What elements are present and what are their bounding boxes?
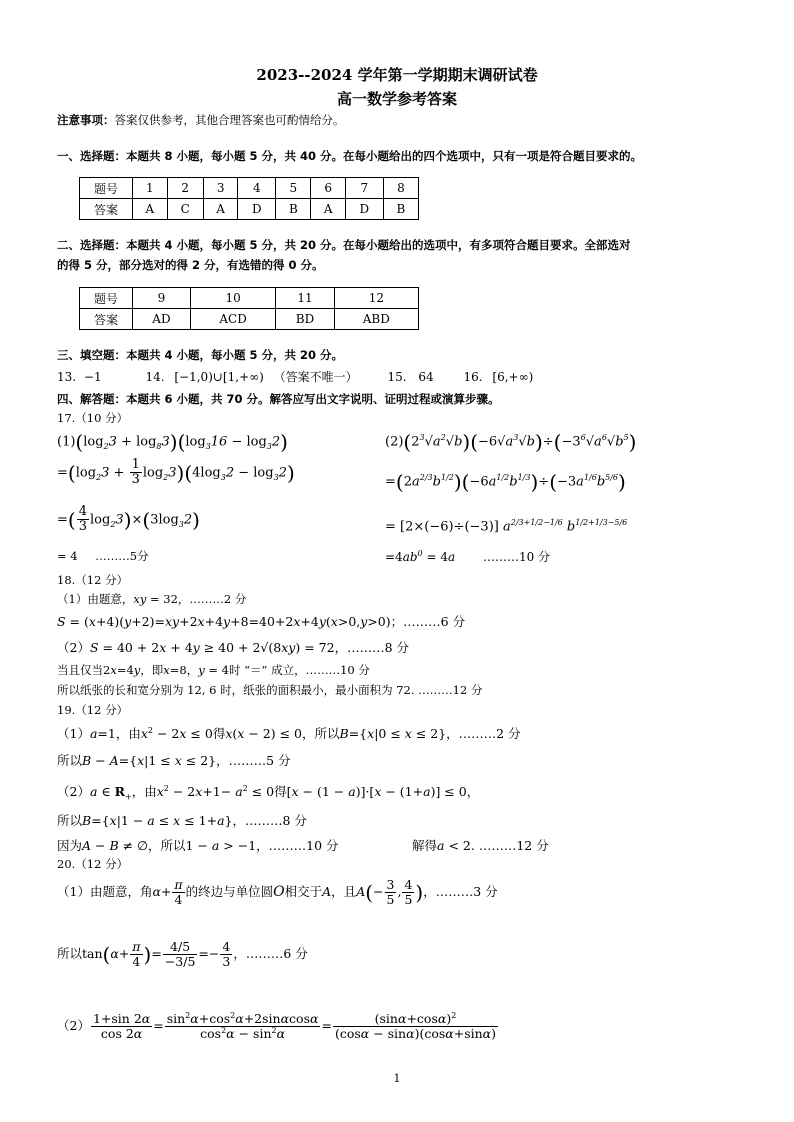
q20-p1-c: 相交于 — [284, 883, 323, 899]
table-cell: A — [311, 199, 346, 220]
table-cell: 1 — [133, 178, 168, 199]
table-cell: ABD — [334, 309, 418, 330]
q19-header: 19.（12 分） — [57, 703, 129, 717]
table-cell: 答案 — [80, 309, 133, 330]
table-cell: A — [203, 199, 238, 220]
page-subtitle: 高一数学参考答案 — [336, 90, 457, 108]
q14-note: （答案不唯一） — [273, 370, 358, 384]
q19-p2-line2a: 所以 — [57, 813, 83, 828]
q20-part2-line1: （2） $\frac{1+\sin 2\alpha}{\cos 2\alpha}$ = $\frac{\sin^2\alpha+\cos^2\alpha+2\sin\alpha\cos\alpha}{\cos^2\alpha - \sin^2\alpha}$ = $\frac{(\sin\alpha+\cos\alpha)^2}{(\cos\alpha - \sin\alpha)(\cos\alpha+\sin\alpha)}$ — [57, 1011, 496, 1042]
q19-p2-line3b: ，所以 — [147, 838, 186, 853]
q17-part1-result — [57, 548, 149, 564]
table-cell: 8 — [383, 178, 418, 199]
q18-p2-prefix: （2） — [57, 640, 90, 655]
q19-p2-line3-score: ，………10 分 — [256, 838, 339, 853]
table-cell: 5 — [276, 178, 311, 199]
notice-text: 答案仅供参考，其他合理答案也可酌情给分。 — [114, 113, 345, 127]
q19-p2-line3-score2: ………12 分 — [478, 838, 549, 853]
q20-p1-score: ，………3 分 — [423, 883, 498, 899]
q19-part2-line1: （2）a ∈ $R_+$，由$x^2 - 2x+1- a^2 \le 0$得[x − (1 − a)]·[x − (1+a)] ≤ 0， — [57, 783, 480, 802]
q20-p1-line2-score: ，………6 分 — [233, 945, 308, 961]
q17-header: 17.（10 分） — [57, 411, 129, 425]
table-cell: 题号 — [80, 288, 133, 309]
q19-part2-solution: 解得a < 2. ………12 分 — [412, 838, 549, 853]
table-cell: 10 — [190, 288, 275, 309]
q17-part1-line2: $=(\log_23$ + $\frac{1}{3}$ $\log_23)(4\log_32 - \log_32)$ — [57, 457, 295, 488]
table-cell: 3 — [203, 178, 238, 199]
q17-part1-line3: =( $\frac{4}{3}$ $\log_23)\times(3\log_32)$ — [57, 504, 200, 535]
section3-heading: 三、填空题：本题共 4 小题，每小题 5 分，共 20 分。 — [57, 348, 344, 362]
q16-label: 16. — [463, 370, 483, 384]
q20-p1-a: （1）由题意，角 — [57, 883, 153, 899]
q20-p1-b: 的终边与单位圆 — [185, 883, 274, 899]
table-cell: 2 — [167, 178, 203, 199]
table-cell: 答案 — [80, 199, 133, 220]
q19-p1-d: ，所以 — [301, 726, 340, 741]
page-number: 1 — [393, 1072, 401, 1085]
table-cell: 题号 — [80, 178, 133, 199]
q14-label: 14. — [145, 370, 165, 384]
q17-part2-line3: = [2×(−6)÷(−3)] $a^{2/3+1/2-1/6}$ $b^{1/2+1/3-5/6}$ — [385, 518, 628, 535]
q17-part1-line1: $(1)(\log_23 + \log_83)(\log_316 - \log_32)$ — [57, 430, 288, 454]
q19-p2-a: （2） — [57, 784, 90, 799]
table-cell: 4 — [238, 178, 276, 199]
table-cell: 12 — [334, 288, 418, 309]
q17-part2-line1: $(2)(2^3√a^2√b)(-6√a^3√b)\div(-3^6√a^6√b^5)$ — [385, 430, 637, 454]
table-cell: BD — [276, 309, 334, 330]
notice — [57, 112, 345, 128]
q18-p1-score: ，………2 分 — [177, 592, 247, 606]
q19-p1-b: ，由 — [115, 726, 141, 741]
q15-label: 15. — [387, 370, 407, 384]
q19-p2-line3a: 因为 — [57, 838, 83, 853]
q19-p2-c: 得 — [274, 784, 287, 799]
q18-eq-c: 时 “＝” 成立，………10 分 — [229, 663, 370, 677]
q20-part1-line1: （1）由题意，角α+ $\frac{\pi}{4}$ 的终边与单位圆O相交于A，且A(− $\frac{3}{5}$ , $\frac{4}{5}$ )，………3 分 — [57, 877, 498, 907]
q18-part1-line2: S = (x+4)(y+2)=xy+2x+4y+8=40+2x+4y(x>0,y>0)；………6 分 — [57, 614, 466, 629]
q18-p1-prefix: （1）由题意， — [57, 592, 134, 606]
q15-value: 64 — [418, 370, 434, 384]
q18-part2-line1: （2）S = 40 + 2x + 4y ≥ 40 + 2√(8xy) = 72，………8 分 — [57, 640, 409, 655]
table-row — [80, 288, 419, 309]
q19-part1-line2: 所以B − A={x|1 ≤ x ≤ 2}，………5 分 — [57, 753, 291, 768]
fill-in-answers — [57, 368, 533, 385]
table-row — [80, 199, 419, 220]
q18-equality-line: 当且仅当2x=4y，即x=8，y = 4时 “＝” 成立，………10 分 — [57, 663, 370, 677]
table-cell: C — [167, 199, 203, 220]
table-cell: AD — [133, 309, 191, 330]
q17-score-5: ………5分 — [95, 549, 149, 563]
q17-part2-result: $=4ab^0 = 4a$ ………10 分 — [385, 549, 551, 564]
table-cell: 9 — [133, 288, 191, 309]
q19-part2-line3: 因为A − B ≠ ∅，所以1 − a > −1，………10 分 — [57, 838, 339, 853]
q20-p1-d: ，且 — [331, 883, 357, 899]
section1-heading: 一、选择题：本题共 8 小题，每小题 5 分，共 40 分。在每小题给出的四个选项中，只有一项是符合题目要求的。 — [57, 149, 643, 163]
section4-heading: 四、解答题：本题共 6 小题，共 70 分。解答应写出文字说明、证明过程或演算步骤。 — [57, 392, 500, 406]
table-cell: B — [383, 199, 418, 220]
q18-p2-score: ，………8 分 — [334, 640, 409, 655]
section2-answer-table — [79, 287, 419, 330]
q19-p2-line3c: 解得 — [412, 838, 438, 853]
q17-part2-line2: $=(2a^{2/3}b^{1/2})(-6a^{1/2}b^{1/3})\div(-3a^{1/6}b^{5/6})$ — [385, 470, 626, 494]
q18-part1-line1: （1）由题意，xy = 32，………2 分 — [57, 592, 247, 606]
q19-p1-a: （1） — [57, 726, 90, 741]
table-cell: ACD — [190, 309, 275, 330]
q16-value: [6,+∞) — [492, 370, 534, 384]
q19-p1-score: ，………2 分 — [446, 726, 521, 741]
table-row — [80, 309, 419, 330]
q13-label: 13. — [57, 370, 77, 384]
q14-value: [−1,0)∪[1,+∞) — [174, 370, 264, 384]
table-cell: 11 — [276, 288, 334, 309]
table-row — [80, 178, 419, 199]
q19-part2-line2: 所以B={x|1 − a ≤ x ≤ 1+a}，………8 分 — [57, 813, 307, 828]
q18-eq-b: ，即 — [140, 663, 164, 677]
q17-result-value: = 4 — [57, 549, 78, 563]
q19-p2-b: ，由 — [131, 784, 157, 799]
table-cell: 6 — [311, 178, 346, 199]
q20-p1-line2a: 所以 — [57, 945, 83, 961]
q19-p2-line2-score: ，………8 分 — [232, 813, 307, 828]
q20-p2-a: （2） — [57, 1017, 90, 1033]
section2-heading-line1: 二、选择题：本题共 4 小题，每小题 5 分，共 20 分。在每小题给出的选项中，有多项符合题目要求。全部选对 — [57, 238, 631, 252]
notice-label: 注意事项： — [57, 113, 115, 127]
table-cell: 7 — [345, 178, 383, 199]
page-title: 2023--2024 学年第一学期期末调研试卷 — [256, 66, 538, 84]
q18-conclusion: 所以纸张的长和宽分别为 12, 6 时，纸张的面积最小，最小面积为 72. ………12 分 — [57, 683, 483, 697]
table-cell: D — [238, 199, 276, 220]
section1-answer-table — [79, 177, 419, 220]
section2-heading-line2: 的得 5 分，部分选对的得 2 分，有选错的得 0 分。 — [57, 258, 324, 272]
q18-p1-score2: ；………6 分 — [390, 614, 466, 629]
table-cell: D — [345, 199, 383, 220]
q19-p1-line2-score: ，………5 分 — [216, 753, 291, 768]
q18-header: 18.（12 分） — [57, 573, 129, 587]
q18-eq-a: 当且仅当 — [57, 663, 103, 677]
q13-value: −1 — [83, 370, 102, 384]
q19-p1-c: 得 — [212, 726, 226, 741]
q19-p1-line2a: 所以 — [57, 753, 83, 768]
table-cell: B — [276, 199, 311, 220]
q20-part1-line2: 所以tan(α+ $\frac{\pi}{4}$ )= $\frac{4/5}{-3/5}$ =− $\frac{4}{3}$ ，………6 分 — [57, 939, 308, 969]
table-cell: A — [133, 199, 168, 220]
q17-score-10: ………10 分 — [482, 550, 551, 564]
q19-part1-line1: （1）a=1，由$x^2 - 2x \le 0$得x(x − 2) ≤ 0，所以B={x|0 ≤ x ≤ 2}，………2 分 — [57, 725, 521, 741]
q20-header: 20.（12 分） — [57, 857, 129, 871]
